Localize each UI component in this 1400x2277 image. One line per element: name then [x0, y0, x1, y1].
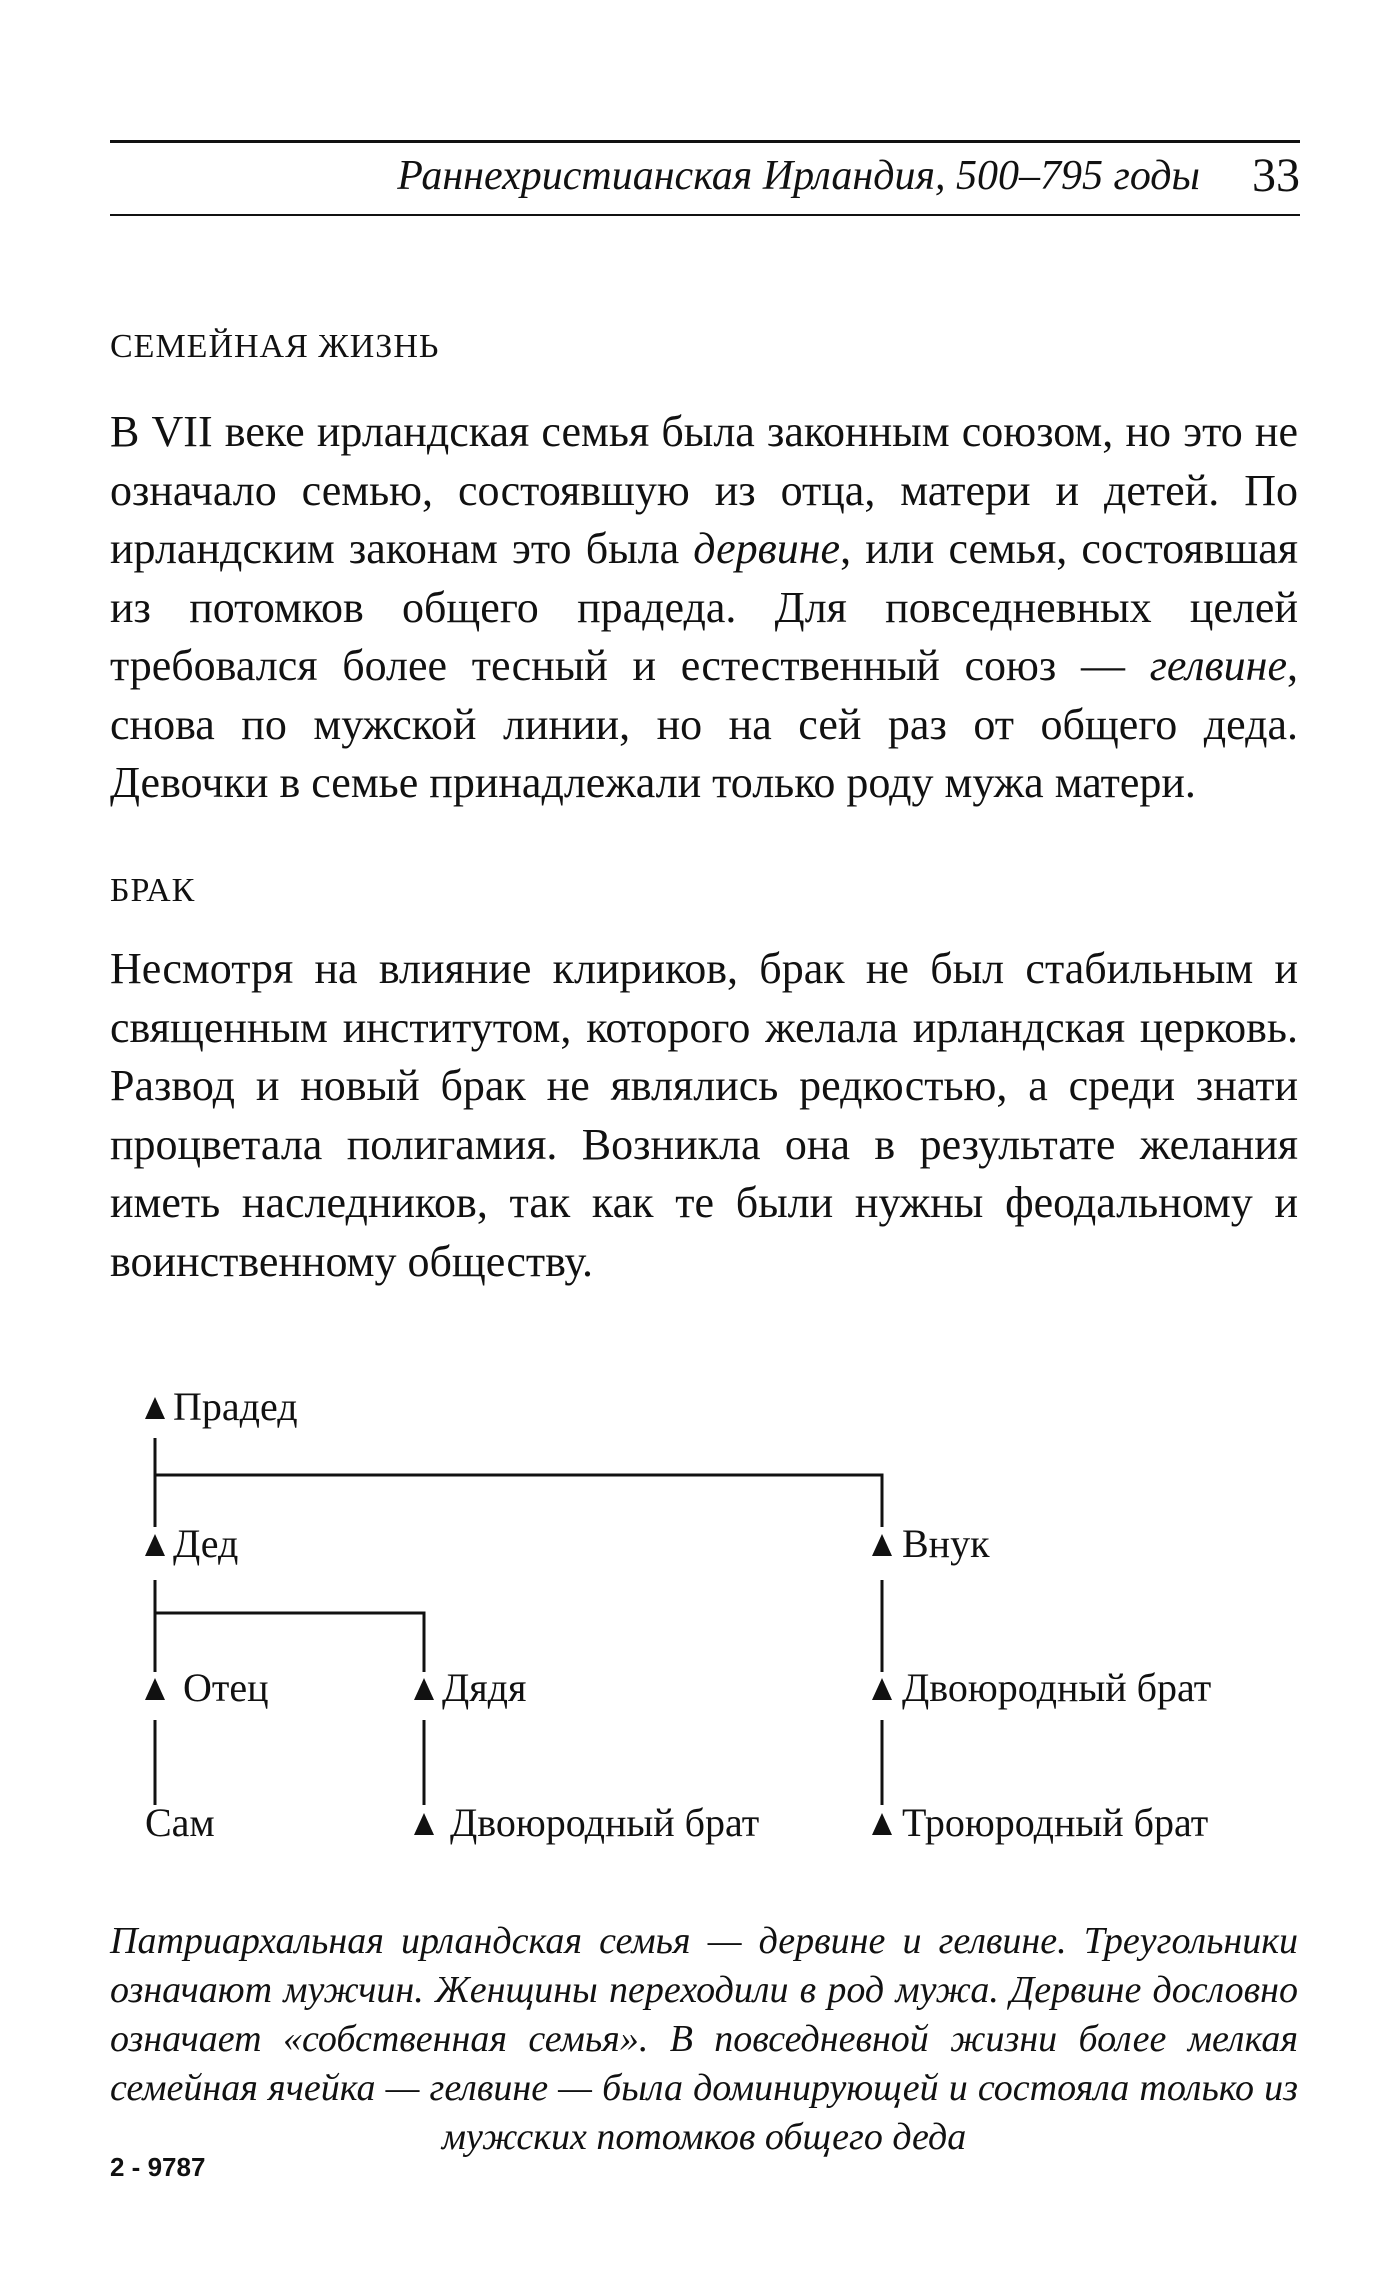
tree-node-first-cousin-center: [414, 1800, 759, 1845]
paragraph-text: , снова по мужской линии, но на сей раз от общего деда. Девочки в семье принадлежали только роду мужа матери.: [110, 641, 1298, 807]
label-grandfather: Дед: [173, 1521, 239, 1566]
page-number: 33: [1252, 149, 1300, 202]
running-title: Раннехристианская Ирландия, 500–795 годы: [397, 153, 1200, 199]
section-heading-marriage: БРАК: [110, 872, 196, 909]
tree-node-uncle: [414, 1665, 526, 1710]
printer-signature: 2 - 9787: [110, 2152, 206, 2182]
tree-node-grandfather: [145, 1521, 238, 1566]
term-gelvine: гелвине: [1149, 641, 1287, 690]
tree-connectors: [155, 1438, 882, 1805]
male-triangle-icon: [145, 1534, 165, 1556]
male-triangle-icon: [872, 1813, 892, 1835]
label-second-cousin: Троюродный брат: [902, 1800, 1209, 1845]
label-great-grandfather: Прадед: [173, 1384, 298, 1429]
tree-node-great-grandfather: [145, 1384, 298, 1429]
male-triangle-icon: [414, 1678, 434, 1700]
tree-node-first-cousin-right: [872, 1665, 1211, 1710]
male-triangle-icon: [872, 1534, 892, 1556]
term-dervine: дервине: [693, 524, 841, 573]
male-triangle-icon: [145, 1678, 165, 1700]
label-first-cousin-right: Двоюродный брат: [902, 1665, 1212, 1710]
label-grandson: Внук: [902, 1521, 990, 1566]
label-first-cousin-center: Двоюродный брат: [450, 1800, 760, 1845]
connector-grandfather-uncle: [155, 1613, 424, 1672]
label-uncle: Дядя: [442, 1665, 527, 1710]
male-triangle-icon: [145, 1397, 165, 1419]
paragraph-text: , или семья, состоявшая из потомков общего прадеда. Для повседневных целей требовался более тесный и естественный союз —: [110, 524, 1299, 690]
diagram-caption: Патриархальная ирландская семья — дервине и гелвине. Треугольники означают мужчин. Женщины переходили в род мужа. Дервине дословно означает «собственная семья». В повседневной жизни более мелкая семейная ячейка — гелвине — была доминирующей и состояла только из мужских потомков общего деда: [110, 1920, 1298, 2158]
label-self: Сам: [145, 1800, 215, 1845]
connector-great-grandfather-grandson: [155, 1475, 882, 1527]
tree-node-second-cousin: [872, 1800, 1208, 1845]
male-triangle-icon: [414, 1813, 434, 1835]
tree-node-father: [145, 1665, 269, 1710]
tree-node-grandson: [872, 1521, 990, 1566]
paragraph-marriage: Несмотря на влияние клириков, брак не был стабильным и священным институтом, которого желала ирландская церковь. Развод и новый брак не являлись редкостью, а среди знати процветала полигамия. Возникла она в результате желания иметь наследников, так как те были нужны феодальному и воинственному обществу.: [110, 944, 1298, 1286]
label-father: Отец: [183, 1665, 269, 1710]
tree-node-self: [145, 1800, 215, 1845]
paragraph-text: В VII веке ирландская семья была законным союзом, но это не означало семью, состоявшую из отца, матери и детей. По ирландским законам это была: [110, 407, 1298, 573]
section-heading-family-life: СЕМЕЙНАЯ ЖИЗНЬ: [110, 328, 440, 365]
male-triangle-icon: [872, 1678, 892, 1700]
